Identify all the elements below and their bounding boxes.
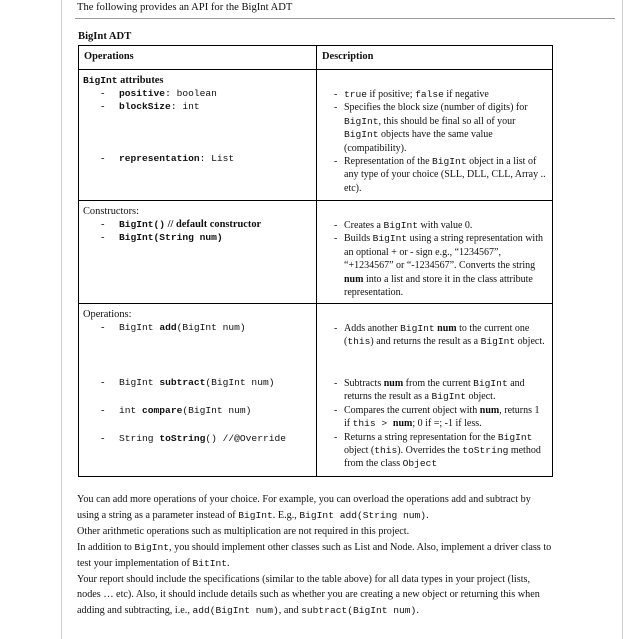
footer-paragraph-1: You can add more operations of your choice. For example, you can overload the operations add and subtract by using a string as a parameter instead of BigInt. E.g., BigInt add(String num).: [77, 494, 531, 521]
header-operations: Operations: [84, 51, 134, 62]
footer-text: [77, 492, 553, 619]
attributes-title-text: attributes: [117, 75, 164, 86]
attribute-row: representation: List: [119, 153, 235, 164]
footer-paragraph-4: Your report should include the specifications (similar to the table above) for all data types in your project (lists, nodes … etc). Also, it should include details such as whether you are creating a new object or returning this when adding and subtracting, i.e., add(BigInt num), and subtract(BigInt num).: [77, 573, 540, 617]
footer-paragraph-3: In addition to BigInt, you should implement other classes such as List and Node. Also, implement a driver class to test your implementation of BitInt.: [77, 541, 552, 569]
adt-title: BigInt ADT: [78, 31, 132, 42]
operation-row-compare: int compare(BigInt num): [119, 405, 252, 416]
attributes-title-code: BigInt: [83, 75, 118, 86]
desc-default-constructor: - Creates a BigInt with value 0.: [334, 219, 546, 232]
page-left-edge: [61, 0, 62, 639]
desc-add: - Adds another BigInt num to the current one (this) and returns the result as a BigInt object.: [334, 322, 546, 349]
operation-row-add: BigInt add(BigInt num): [119, 322, 246, 333]
desc-string-constructor: - Builds BigInt using a string representation with an optional + or - sign e.g., “1234567”, “+1234567” or “-1234567”. Converts the string num into a list and store it in the class attribute representation.: [334, 232, 546, 299]
bullet-dash: -: [101, 405, 105, 416]
desc-blocksize: - Specifies the block size (number of digits) for BigInt, this should be final so all of your BigInt objects have the same value (compatibility).: [334, 101, 546, 155]
operation-row-tostring: String toString() //@Override: [119, 433, 286, 444]
page-right-edge: [622, 0, 623, 639]
desc-representation: - Representation of the BigInt object in a list of any type of your choice (SLL, DLL, CLL, Array .. etc).: [334, 155, 546, 195]
bullet-dash: -: [101, 153, 105, 164]
bullet-dash: -: [101, 101, 105, 112]
desc-compare: - Compares the current object with num, returns 1 if this > num; 0 if =; -1 if less.: [334, 404, 546, 431]
desc-positive: - true if positive; false if negative: [334, 88, 546, 101]
constructors-title: Constructors:: [83, 206, 139, 217]
constructor-row: BigInt() // default constructor: [119, 219, 262, 230]
bullet-dash: -: [101, 88, 105, 99]
bullet-dash: -: [101, 322, 105, 333]
attributes-title: [83, 75, 163, 86]
operations-title: Operations:: [83, 309, 132, 320]
constructor-descriptions: [334, 219, 546, 299]
attribute-row: blockSize: int: [119, 101, 200, 112]
header-description: Description: [322, 51, 374, 62]
attribute-row: positive: boolean: [119, 88, 217, 99]
desc-subtract: - Subtracts num from the current BigInt and returns the result as a BigInt object.: [334, 377, 546, 404]
bullet-dash: -: [101, 433, 105, 444]
footer-paragraph-2: Other arithmetic operations such as multiplication are not required in this project.: [77, 525, 410, 537]
attribute-descriptions: [334, 88, 546, 195]
bullet-dash: -: [101, 219, 105, 230]
bullet-dash: -: [101, 377, 105, 388]
operation-row-subtract: BigInt subtract(BigInt num): [119, 377, 275, 388]
intro-text: The following provides an API for the BigInt ADT: [77, 2, 293, 13]
intro-divider: [75, 18, 615, 19]
desc-tostring: - Returns a string representation for the BigInt object (this). Overrides the toString method from the class Object: [334, 431, 546, 471]
bullet-dash: -: [101, 232, 105, 243]
constructor-row: BigInt(String num): [119, 232, 223, 243]
desc-subtract-compare-tostring: [334, 377, 546, 471]
